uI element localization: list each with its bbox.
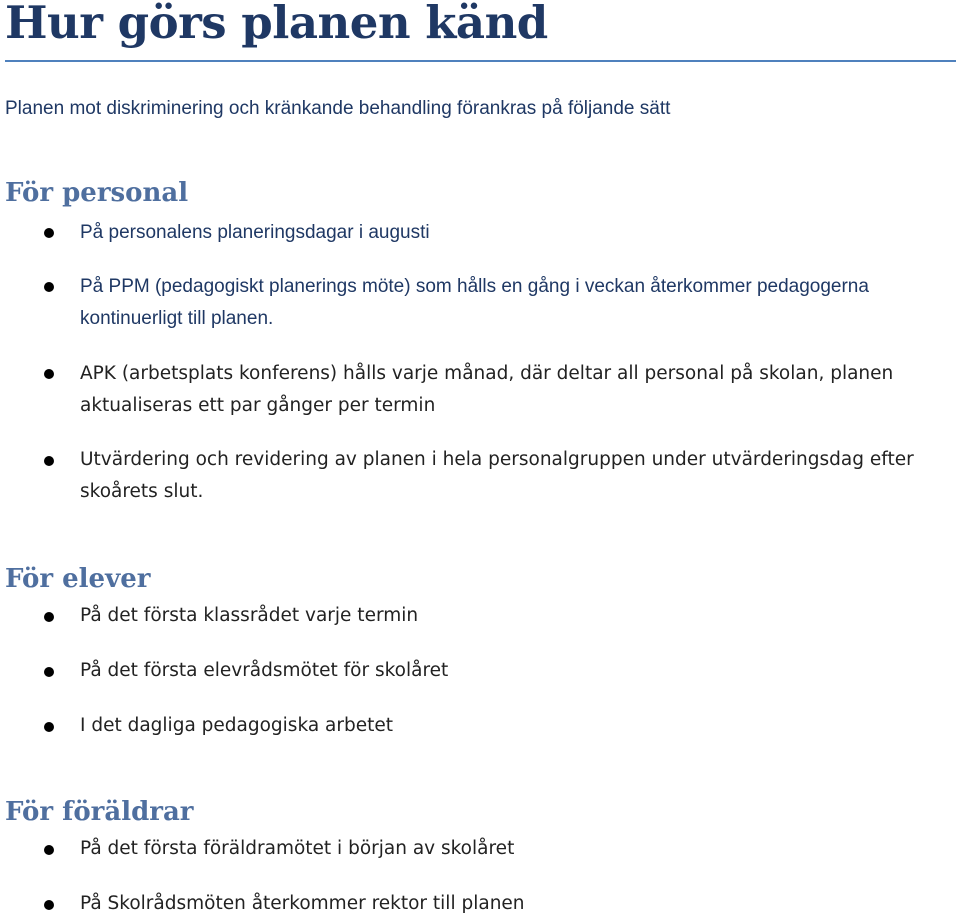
list-item: På det första klassrådet varje termin bbox=[80, 605, 419, 626]
section-heading-personal: För personal bbox=[5, 178, 189, 208]
list-item: På PPM (pedagogiskt planerings möte) som hålls en gång i veckan återkommer pedagogerna kontinuerligt till planen. bbox=[80, 276, 869, 329]
bullet-icon bbox=[44, 282, 54, 292]
page-title: Hur görs planen känd bbox=[5, 0, 548, 49]
bullet-icon bbox=[44, 667, 54, 677]
bullet-icon bbox=[44, 722, 54, 732]
bullet-icon bbox=[44, 369, 54, 379]
bullet-icon bbox=[44, 612, 54, 622]
list-item: På det första elevrådsmötet för skolåret bbox=[80, 660, 449, 681]
list-item: APK (arbetsplats konferens) hålls varje månad, där deltar all personal på skolan, planen aktualiseras ett par gånger per termin bbox=[80, 363, 894, 416]
bullet-icon bbox=[44, 900, 54, 910]
bullet-icon bbox=[44, 228, 54, 238]
bullet-icon bbox=[44, 456, 54, 466]
list-item: På det första föräldramötet i början av skolåret bbox=[80, 838, 515, 859]
section-heading-foraldrar: För föräldrar bbox=[5, 797, 194, 827]
list-item: På personalens planeringsdagar i augusti bbox=[80, 222, 430, 243]
bullet-icon bbox=[44, 845, 54, 855]
title-underline bbox=[5, 60, 956, 62]
section-heading-elever: För elever bbox=[5, 564, 151, 594]
intro-paragraph: Planen mot diskriminering och kränkande behandling förankras på följande sätt bbox=[5, 98, 671, 119]
list-item: I det dagliga pedagogiska arbetet bbox=[80, 715, 394, 736]
list-item: På Skolrådsmöten återkommer rektor till planen bbox=[80, 893, 525, 914]
list-item: Utvärdering och revidering av planen i hela personalgruppen under utvärderingsdag efter skoårets slut. bbox=[80, 449, 914, 502]
